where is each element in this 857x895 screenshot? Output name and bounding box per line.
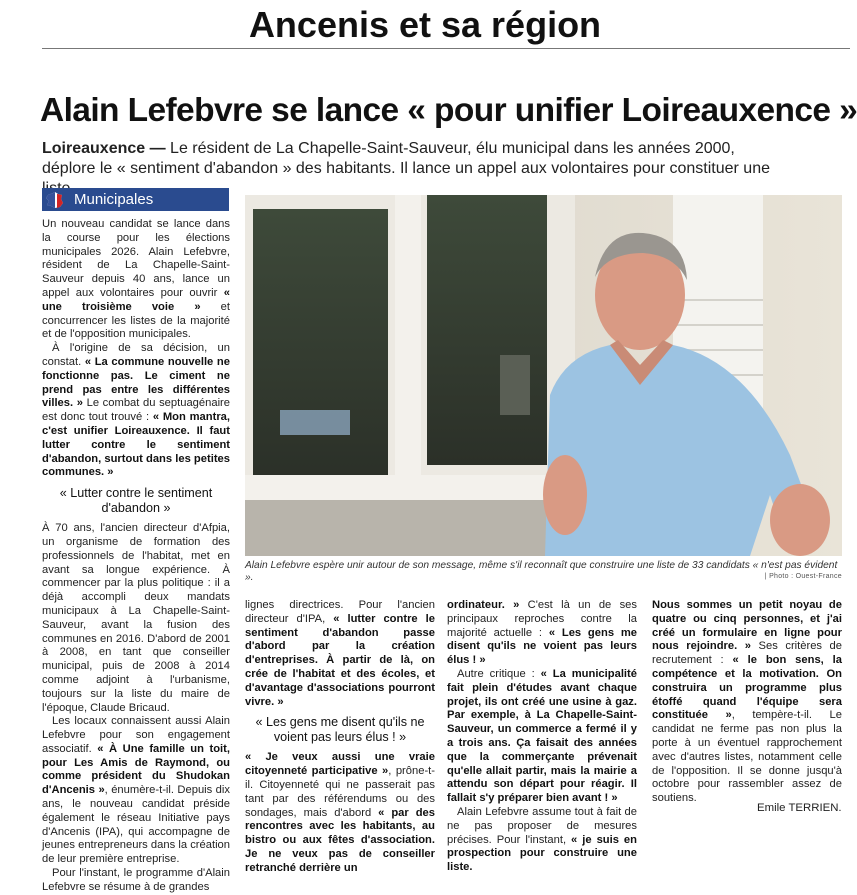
intertitle-1: « Lutter contre le sentiment d'abandon » xyxy=(59,486,213,516)
article-column-3: ordinateur. » C'est là un de ses principaux reproches contre la majorité actuelle : « Les gens me disent qu'ils ne voient pas leurs élus ! » Autre critique : « La municipalité fait plein d'études avant chaque projet, ils ont créé une usine à gaz. Par exemple, à La Chapelle-Saint-Sauveur, un commerce a fermé il y a trois ans. Ça faisait des années que la commerçante prévenait qu'elle allait partir, mais la mairie a attendu son départ pour réagir. Il fallait s'y préparer bien avant ! » Alain Lefebvre assume tout à fait de ne pas proposer de mesures précises. Pour l'instant, « je suis en prospection pour construire une liste. xyxy=(447,599,637,874)
article-photo xyxy=(245,195,842,556)
rubric-banner xyxy=(42,188,229,211)
lead-text: Le résident de La Chapelle-Saint-Sauveur, élu municipal dans les années 2000, déplore le « sentiment d'abandon » des habitants. Il lance un appel aux volontaires pour constituer une xyxy=(42,140,770,177)
article-column-4: Nous sommes un petit noyau de quatre ou cinq personnes, et j'ai créé un formulaire en ligne pour nous rejoindre. » Ses critères de recrutement : « le bon sens, la compétence et la motivation. On construira un programme plus étoffé quand l'équipe sera constituée », tempère-t-il. Le candidat ne ferme pas non plus la porte à un éventuel rapprochement avec d'autres listes, notamment celle de l'opposition. Il se donne jusqu'à octobre pour rassembler assez de soutiens. xyxy=(652,599,842,805)
lead-place: Loireauxence — xyxy=(42,140,166,157)
photo-image xyxy=(245,195,842,556)
rubric-label: Municipales xyxy=(74,191,154,208)
article-headline: Alain Lefebvre se lance « pour unifier Loireauxence » xyxy=(40,92,857,129)
section-title: Ancenis et sa région xyxy=(248,4,602,45)
photo-credit: | Photo : Ouest-France xyxy=(764,573,842,580)
article-column-2: lignes directrices. Pour l'ancien directeur d'IPA, « lutter contre le sentiment d'abandon passe d'abord par la création d'entreprises. À partir de là, on crée de l'habitat et des écoles, et d'avantage d'associations pourront vivre. » « Les gens me disent qu'ils ne voient pas leurs élus ! » « Je veux aussi une vraie citoyenneté participative », prône-t-il. Citoyenneté qui ne passerait pas tant par des référendums ou des sondages, mais d'abord « par des rencontres avec les habitants, au bistro ou aux fêtes d'association. Je ne veux pas de conseiller retranché derrière un xyxy=(245,599,435,874)
article-column-1: Un nouveau candidat se lance dans la course pour les élections municipales 2026. Alain Lefebvre, résident de La Chapelle-Saint-Sauveur depuis 40 ans, lance un appel aux volontaires pour ouvrir « une troisième voie » et concurrencer les listes de la majorité et de l'opposition municipales. À l'origine de sa décision, un constat. « La commune nouvelle ne fonctionne pas. Le ciment ne prend pas entre les différentes villes. » Le combat du septuagénaire est donc tout trouvé : « Mon mantra, c'est unifier Loireauxence. Il faut lutter contre le sentiment d'abandon, surtout dans les petites communes. » « Lutter contre le sentiment d'abandon » À 70 ans, l'ancien directeur d'Afpia, un organisme de formation des professionnels de l'habitat, met en avant sa longue expérience. À commencer par la plus politique : il a déjà accompli deux mandats municipaux à La Chapelle-Saint-Sauveur, avant la fusion des communes en 2016. D'abord de 2001 à 2008, en tant que conseiller municipal, puis de 2008 à 2014 comme adjoint à l'urbanisme, toujours sur la liste du maire de l'époque, Claude Bricaud. Les locaux connaissent aussi Alain Lefebvre pour son engagement associatif. « À Une famille un toit, pour Les Amis de Raymond, ou comme président du Shudokan d'Ancenis », énumère-t-il. Depuis dix ans, le nouveau candidat préside également le réseau Initiative pays d'Ancenis (IPA), qui accompagne de jeunes entrepreneurs dans la création de leur première entreprise. Pour l'instant, le programme d'Alain Lefebvre se résume à de grandes xyxy=(42,218,231,893)
photo-caption: Alain Lefebvre espère unir autour de son message, même s'il reconnaît que construire une liste de 33 candidats « n'est pas évident ». xyxy=(245,560,838,584)
france-map-icon xyxy=(42,188,68,211)
section-divider xyxy=(42,48,850,49)
author-signature: Emile TERRIEN. xyxy=(757,802,842,814)
intertitle-2: « Les gens me disent qu'ils ne voient pas leurs élus ! » xyxy=(255,715,425,745)
